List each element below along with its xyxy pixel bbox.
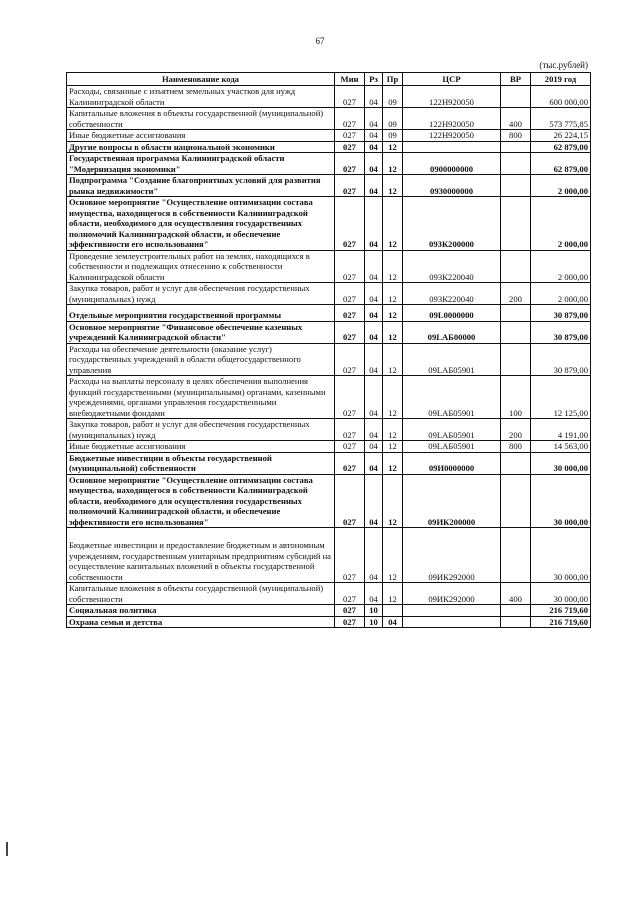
table-row bbox=[67, 343, 591, 376]
row-csr: 09LАБ05901 bbox=[403, 376, 501, 419]
row-vr bbox=[501, 86, 531, 108]
row-sum: 30 000,00 bbox=[531, 583, 591, 605]
row-sum: 30 879,00 bbox=[531, 305, 591, 322]
row-pr: 12 bbox=[383, 441, 403, 453]
row-name: Расходы на выплаты персоналу в целях обеспечения выполнения функций государственными (муниципальными) органами, казенными учреждениями, органами управления государственными внебюджетными фондами bbox=[67, 376, 335, 419]
table-row bbox=[67, 528, 591, 583]
row-rz: 04 bbox=[365, 583, 383, 605]
table-row bbox=[67, 305, 591, 322]
row-pr: 12 bbox=[383, 452, 403, 474]
units-label: (тыс.рублей) bbox=[539, 60, 588, 70]
row-sum: 26 224,15 bbox=[531, 130, 591, 142]
row-name: Капитальные вложения в объекты государственной (муниципальной) собственности bbox=[67, 108, 335, 130]
table-row bbox=[67, 130, 591, 142]
row-vr bbox=[501, 175, 531, 197]
header-sum: 2019 год bbox=[531, 73, 591, 86]
table-row bbox=[67, 452, 591, 474]
row-rz: 04 bbox=[365, 141, 383, 153]
table-body bbox=[67, 86, 591, 628]
row-vr: 100 bbox=[501, 376, 531, 419]
row-pr: 12 bbox=[383, 474, 403, 528]
row-name: Социальная политика bbox=[67, 605, 335, 617]
row-vr bbox=[501, 153, 531, 175]
row-rz: 04 bbox=[365, 108, 383, 130]
row-min: 027 bbox=[335, 441, 365, 453]
row-sum: 2 000,00 bbox=[531, 250, 591, 283]
row-min: 027 bbox=[335, 130, 365, 142]
row-name: Иные бюджетные ассигнования bbox=[67, 130, 335, 142]
row-pr: 12 bbox=[383, 305, 403, 322]
header-pr: Пр bbox=[383, 73, 403, 86]
table-row bbox=[67, 441, 591, 453]
row-name: Закупка товаров, работ и услуг для обеспечения государственных (муниципальных) нужд bbox=[67, 419, 335, 441]
row-sum: 30 879,00 bbox=[531, 343, 591, 376]
row-rz: 04 bbox=[365, 452, 383, 474]
row-sum: 2 000,00 bbox=[531, 283, 591, 305]
row-rz: 04 bbox=[365, 528, 383, 583]
row-csr: 0900000000 bbox=[403, 153, 501, 175]
row-sum: 30 879,00 bbox=[531, 321, 591, 343]
row-name: Капитальные вложения в объекты государственной (муниципальной) собственности bbox=[67, 583, 335, 605]
row-vr: 400 bbox=[501, 108, 531, 130]
row-sum: 216 719,60 bbox=[531, 616, 591, 628]
row-name: Подпрограмма "Создание благоприятных условий для развития рынка недвижимости" bbox=[67, 175, 335, 197]
header-name: Наименование кода bbox=[67, 73, 335, 86]
row-min: 027 bbox=[335, 528, 365, 583]
row-sum: 14 563,00 bbox=[531, 441, 591, 453]
row-vr bbox=[501, 343, 531, 376]
row-min: 027 bbox=[335, 197, 365, 251]
row-pr: 09 bbox=[383, 86, 403, 108]
row-vr bbox=[501, 141, 531, 153]
row-rz: 10 bbox=[365, 616, 383, 628]
row-pr: 12 bbox=[383, 153, 403, 175]
row-vr bbox=[501, 250, 531, 283]
row-pr: 12 bbox=[383, 376, 403, 419]
row-pr: 12 bbox=[383, 528, 403, 583]
row-csr: 093К200000 bbox=[403, 197, 501, 251]
row-vr: 200 bbox=[501, 419, 531, 441]
row-vr bbox=[501, 305, 531, 322]
row-vr: 200 bbox=[501, 283, 531, 305]
row-min: 027 bbox=[335, 141, 365, 153]
row-sum: 4 191,00 bbox=[531, 419, 591, 441]
row-rz: 04 bbox=[365, 153, 383, 175]
row-min: 027 bbox=[335, 343, 365, 376]
row-vr: 800 bbox=[501, 441, 531, 453]
row-csr: 09LАБ05901 bbox=[403, 441, 501, 453]
table-row bbox=[67, 86, 591, 108]
row-csr: 09LАБ05901 bbox=[403, 343, 501, 376]
row-pr: 12 bbox=[383, 250, 403, 283]
row-csr: 09ИК292000 bbox=[403, 528, 501, 583]
row-sum: 2 000,00 bbox=[531, 175, 591, 197]
header-csr: ЦСР bbox=[403, 73, 501, 86]
row-min: 027 bbox=[335, 474, 365, 528]
row-sum: 62 879,00 bbox=[531, 153, 591, 175]
row-vr bbox=[501, 197, 531, 251]
row-sum: 30 000,00 bbox=[531, 452, 591, 474]
row-rz: 04 bbox=[365, 130, 383, 142]
row-csr: 09И0000000 bbox=[403, 452, 501, 474]
row-vr: 800 bbox=[501, 130, 531, 142]
table-row bbox=[67, 153, 591, 175]
row-rz: 04 bbox=[365, 474, 383, 528]
row-csr: 09ИК292000 bbox=[403, 583, 501, 605]
row-csr: 122Н920050 bbox=[403, 130, 501, 142]
table-header-row bbox=[67, 73, 591, 86]
table-row bbox=[67, 605, 591, 617]
row-sum: 600 000,00 bbox=[531, 86, 591, 108]
row-name: Расходы, связанные с изъятием земельных участков для нужд Калининградской области bbox=[67, 86, 335, 108]
row-rz: 04 bbox=[365, 321, 383, 343]
row-sum: 62 879,00 bbox=[531, 141, 591, 153]
table-row bbox=[67, 141, 591, 153]
row-sum: 30 000,00 bbox=[531, 474, 591, 528]
table-row bbox=[67, 108, 591, 130]
page-number: 67 bbox=[315, 36, 325, 46]
row-name: Основное мероприятие "Осуществление оптимизации состава имущества, находящегося в собственности Калининградской области, необходимого для осуществления государственных полномочий Калининградской области, и обеспечение эффективности его использования" bbox=[67, 474, 335, 528]
row-pr: 12 bbox=[383, 141, 403, 153]
row-sum: 573 775,85 bbox=[531, 108, 591, 130]
row-csr: 09LАБ05901 bbox=[403, 419, 501, 441]
row-sum: 2 000,00 bbox=[531, 197, 591, 251]
table-row bbox=[67, 283, 591, 305]
row-pr: 12 bbox=[383, 175, 403, 197]
table-row bbox=[67, 616, 591, 628]
row-name: Отдельные мероприятия государственной программы bbox=[67, 305, 335, 322]
row-min: 027 bbox=[335, 86, 365, 108]
row-name: Проведение землеустроительных работ на землях, находящихся в собственности и подлежащих отнесению к собственности Калининградской области bbox=[67, 250, 335, 283]
row-min: 027 bbox=[335, 283, 365, 305]
row-csr: 122Н920050 bbox=[403, 86, 501, 108]
row-name: Основное мероприятие "Осуществление оптимизации состава имущества, находящегося в собственности Калининградской области, необходимого для осуществления государственных полномочий Калининградской области, и обеспечение эффективности его использования" bbox=[67, 197, 335, 251]
row-pr: 09 bbox=[383, 130, 403, 142]
row-csr bbox=[403, 141, 501, 153]
row-min: 027 bbox=[335, 616, 365, 628]
row-pr: 12 bbox=[383, 419, 403, 441]
table-row bbox=[67, 474, 591, 528]
row-min: 027 bbox=[335, 250, 365, 283]
row-vr: 400 bbox=[501, 583, 531, 605]
row-min: 027 bbox=[335, 583, 365, 605]
row-name: Охрана семьи и детства bbox=[67, 616, 335, 628]
table-row bbox=[67, 175, 591, 197]
row-pr: 12 bbox=[383, 343, 403, 376]
table-row bbox=[67, 250, 591, 283]
row-min: 027 bbox=[335, 452, 365, 474]
row-name: Основное мероприятие "Финансовое обеспечение казенных учреждений Калининградской области" bbox=[67, 321, 335, 343]
row-name: Иные бюджетные ассигнования bbox=[67, 441, 335, 453]
row-rz: 04 bbox=[365, 175, 383, 197]
row-csr: 09LАБ00000 bbox=[403, 321, 501, 343]
row-name: Закупка товаров, работ и услуг для обеспечения государственных (муниципальных) нужд bbox=[67, 283, 335, 305]
row-pr: 04 bbox=[383, 616, 403, 628]
row-pr: 12 bbox=[383, 197, 403, 251]
row-rz: 04 bbox=[365, 376, 383, 419]
row-min: 027 bbox=[335, 153, 365, 175]
row-name: Расходы на обеспечение деятельности (оказание услуг) государственных учреждений в области общегосударственного управления bbox=[67, 343, 335, 376]
row-csr: 093К220040 bbox=[403, 283, 501, 305]
table-row bbox=[67, 376, 591, 419]
row-rz: 04 bbox=[365, 343, 383, 376]
row-min: 027 bbox=[335, 108, 365, 130]
row-min: 027 bbox=[335, 175, 365, 197]
row-rz: 10 bbox=[365, 605, 383, 617]
row-min: 027 bbox=[335, 605, 365, 617]
row-min: 027 bbox=[335, 321, 365, 343]
table-row bbox=[67, 419, 591, 441]
row-csr: 09ИК200000 bbox=[403, 474, 501, 528]
scan-margin-mark bbox=[6, 842, 8, 856]
row-pr: 12 bbox=[383, 583, 403, 605]
header-min: Мин bbox=[335, 73, 365, 86]
row-vr bbox=[501, 528, 531, 583]
row-rz: 04 bbox=[365, 283, 383, 305]
row-csr: 093К220040 bbox=[403, 250, 501, 283]
budget-table bbox=[66, 72, 591, 628]
row-csr: 0930000000 bbox=[403, 175, 501, 197]
row-pr: 12 bbox=[383, 283, 403, 305]
header-vr: ВР bbox=[501, 73, 531, 86]
row-vr bbox=[501, 605, 531, 617]
table-row bbox=[67, 583, 591, 605]
row-vr bbox=[501, 321, 531, 343]
row-name: Бюджетные инвестиции в объекты государственной (муниципальной) собственности bbox=[67, 452, 335, 474]
row-rz: 04 bbox=[365, 250, 383, 283]
row-rz: 04 bbox=[365, 197, 383, 251]
row-csr bbox=[403, 616, 501, 628]
row-rz: 04 bbox=[365, 419, 383, 441]
row-rz: 04 bbox=[365, 441, 383, 453]
table-row bbox=[67, 321, 591, 343]
row-vr bbox=[501, 474, 531, 528]
row-name: Другие вопросы в области национальной экономики bbox=[67, 141, 335, 153]
table-row bbox=[67, 197, 591, 251]
header-rz: Рз bbox=[365, 73, 383, 86]
row-csr: 122Н920050 bbox=[403, 108, 501, 130]
row-pr: 12 bbox=[383, 321, 403, 343]
row-csr bbox=[403, 605, 501, 617]
row-vr bbox=[501, 452, 531, 474]
row-min: 027 bbox=[335, 305, 365, 322]
row-sum: 216 719,60 bbox=[531, 605, 591, 617]
row-name: Бюджетные инвестиции и предоставление бюджетным и автономным учреждениям, государственным унитарным предприятиям субсидий на осуществление капитальных вложений в объекты государственной собственности bbox=[67, 528, 335, 583]
row-vr bbox=[501, 616, 531, 628]
row-csr: 09L0000000 bbox=[403, 305, 501, 322]
row-sum: 12 125,00 bbox=[531, 376, 591, 419]
row-rz: 04 bbox=[365, 305, 383, 322]
row-min: 027 bbox=[335, 376, 365, 419]
row-pr bbox=[383, 605, 403, 617]
row-pr: 09 bbox=[383, 108, 403, 130]
row-sum: 30 000,00 bbox=[531, 528, 591, 583]
row-min: 027 bbox=[335, 419, 365, 441]
row-name: Государственная программа Калининградской области "Модернизация экономики" bbox=[67, 153, 335, 175]
row-rz: 04 bbox=[365, 86, 383, 108]
